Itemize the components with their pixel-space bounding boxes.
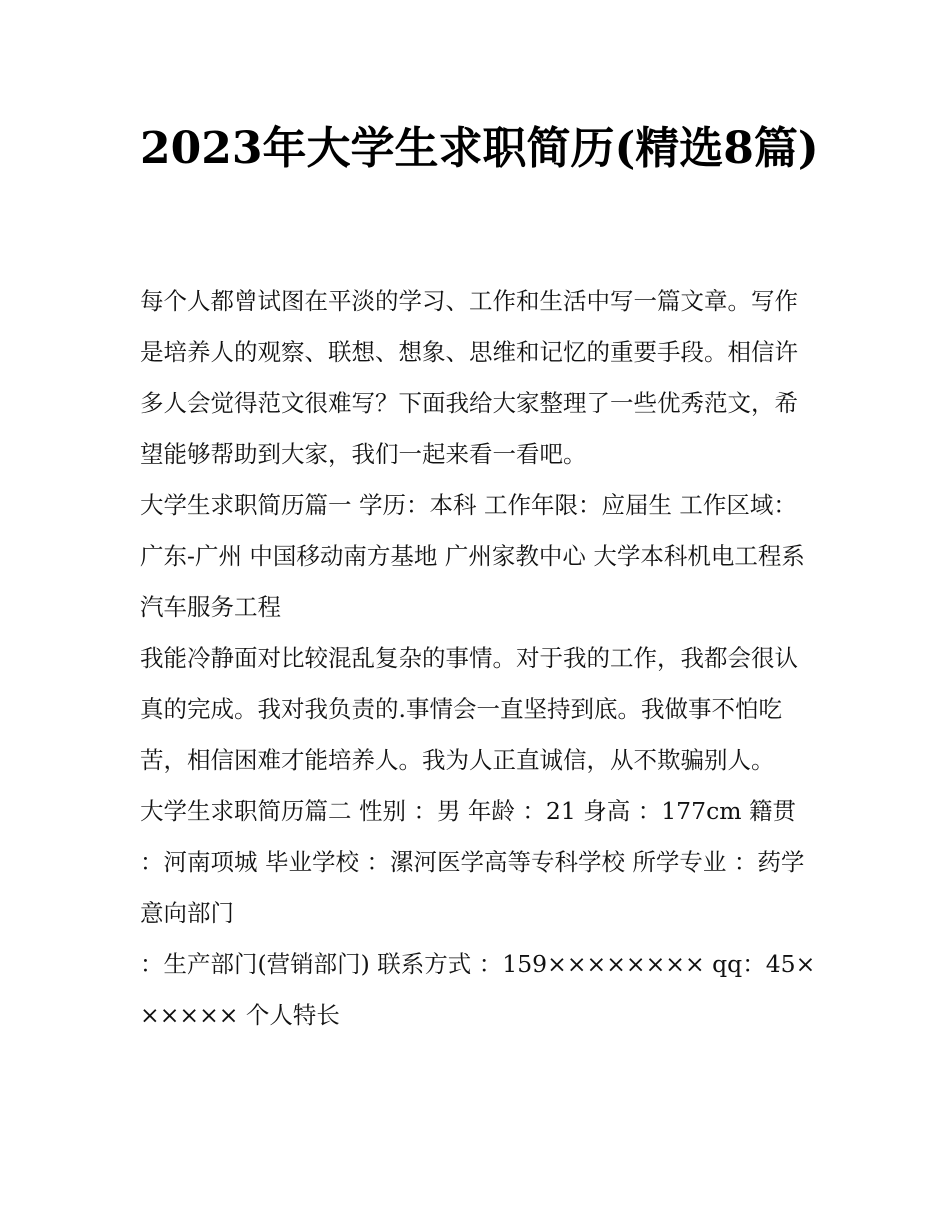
document-title: 2023年大学生求职简历(精选8篇) xyxy=(140,123,819,174)
resume-two-basic-info: 大学生求职简历篇二 性别 ：男 年龄 ：21 身高 ：177cm 籍贯 ：河南项城 毕业学校 ：漯河医学高等专科学校 所学专业 ：药学 意向部门 xyxy=(140,797,805,927)
resume-one-summary: 大学生求职简历篇一 学历：本科 工作年限：应届生 工作区域：广东-广州 中国移动南方基地 广州家教中心 大学本科机电工程系汽车服务工程 xyxy=(140,491,805,621)
resume-one-self-evaluation: 我能冷静面对比较混乱复杂的事情。对于我的工作，我都会很认真的完成。我对我负责的.事情会一直坚持到底。我做事不怕吃苦，相信困难才能培养人。我为人正直诚信，从不欺骗别人。 xyxy=(140,644,798,774)
intro-paragraph: 每个人都曾试图在平淡的学习、工作和生活中写一篇文章。写作是培养人的观察、联想、想象、思维和记忆的重要手段。相信许多人会觉得范文很难写？下面我给大家整理了一些优秀范文，希望能够帮助到大家，我们一起来看一看吧。 xyxy=(140,287,798,468)
document-body xyxy=(140,276,820,1041)
resume-two-contact-info: ：生产部门(营销部门) 联系方式 ：159×××××××× qq：45×××××× 个人特长 xyxy=(140,950,816,1029)
